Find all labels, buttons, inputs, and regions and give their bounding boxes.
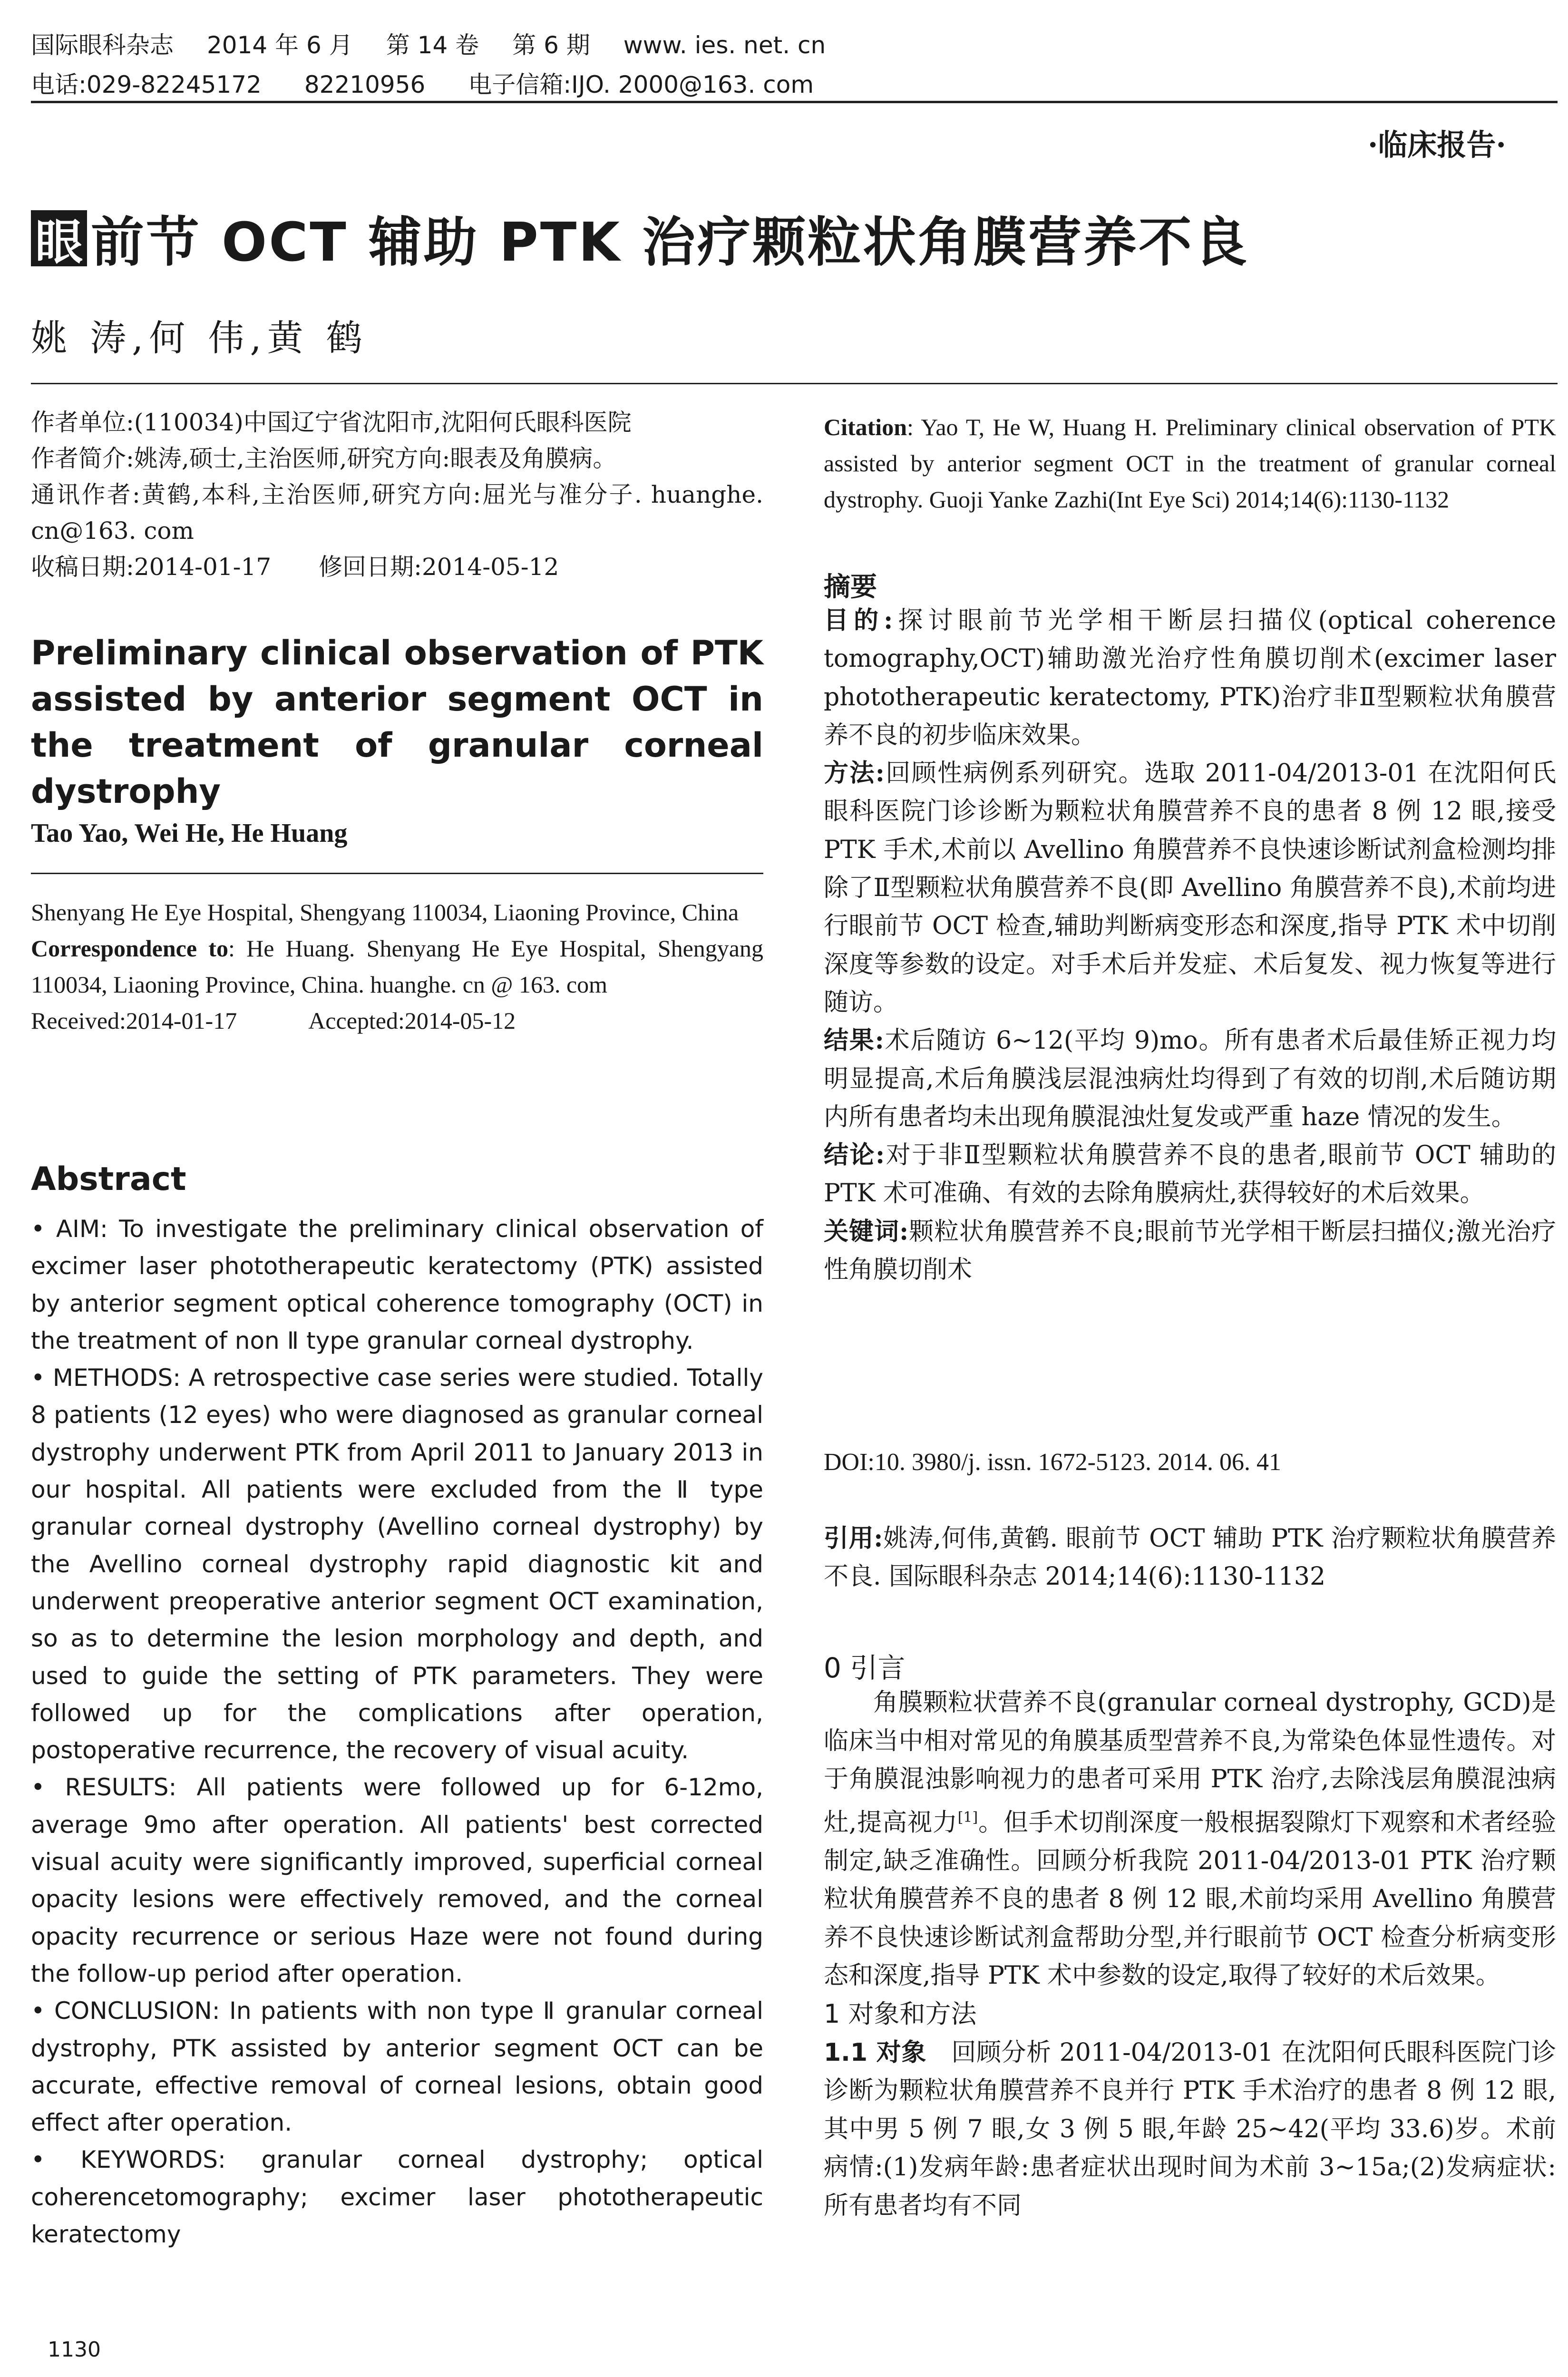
author-info-block: [31, 404, 763, 585]
intro-heading: 0 引言: [824, 1652, 906, 1684]
intro-body: [824, 1684, 1556, 2225]
volume: 第 14 卷: [386, 31, 479, 59]
website: www. ies. net. cn: [623, 31, 826, 59]
abstract-results: • RESULTS: All patients were followed up for 6-12mo, average 9mo after operation. All patients' best corrected visual acuity were significantly improved, superficial corneal opacity lesions were effectively removed, and the corneal opacity recurrence or serious Haze were not found during the follow-up period after operation.: [31, 1773, 763, 1987]
zy-results-text: 术后随访 6~12(平均 9)mo。所有患者术后最佳矫正视力均明显提高,术后角膜浅层混浊病灶均得到了有效的切削,术后随访期内所有患者均未出现角膜混浊灶复发或严重 haze 情况的发生。: [824, 1026, 1557, 1131]
zy-methods-label: 方法:: [824, 759, 885, 788]
chinese-citation-block: [824, 1520, 1556, 1596]
title-initial-mark: 眼: [31, 210, 87, 266]
abstract-body: [31, 1210, 763, 2253]
received-dates-cn: 收稿日期:2014-01-17 修回日期:2014-05-12: [31, 553, 559, 581]
received-accepted: Received:2014-01-17 Accepted:2014-05-12: [31, 1007, 516, 1034]
reference-marker: [1]: [957, 1809, 978, 1826]
title-text: 前节 OCT 辅助 PTK 治疗颗粒状角膜营养不良: [91, 212, 1249, 273]
issue: 第 6 期: [512, 31, 590, 59]
abstract-keywords: • KEYWORDS: granular corneal dystrophy; optical coherencetomography; excimer laser phototherapeutic keratectomy: [31, 2146, 763, 2249]
phone: 电话:029-82245172: [31, 71, 262, 98]
citation-text: : Yao T, He W, Huang H. Preliminary clinical observation of PTK assisted by anterior segment OCT in the treatment of granular corneal dystrophy. Guoji Yanke Zazhi(Int Eye Sci) 2014;14(6):1130-1132: [824, 414, 1556, 513]
chinese-abstract-heading: 摘要: [824, 571, 877, 603]
email: 电子信箱:IJO. 2000@163. com: [468, 71, 814, 98]
abstract-aim: • AIM: To investigate the preliminary clinical observation of excimer laser phototherapeutic keratectomy (PTK) assisted by anterior segment optical coherence tomography (OCT) in the treatment of non Ⅱ type granular corneal dystrophy.: [31, 1215, 763, 1354]
zy-objective-text: 探讨眼前节光学相干断层扫描仪(optical coherence tomography,OCT)辅助激光治疗性角膜切削术(excimer laser phototherapeutic keratectomy, PTK)治疗非Ⅱ型颗粒状角膜营养不良的初步临床效果。: [824, 606, 1557, 750]
chinese-citation-text: 姚涛,何伟,黄鹤. 眼前节 OCT 辅助 PTK 治疗颗粒状角膜营养不良. 国际眼科杂志 2014;14(6):1130-1132: [824, 1524, 1557, 1591]
issue-date: 2014 年 6 月: [207, 31, 353, 59]
chinese-abstract-body: [824, 602, 1556, 1289]
corresponding-author-cn: 通讯作者:黄鹤,本科,主治医师,研究方向:屈光与准分子. huanghe. cn@163. com: [31, 481, 763, 545]
zy-keywords: [824, 1213, 1556, 1289]
correspondence: [31, 930, 763, 1003]
abstract-heading: Abstract: [31, 1160, 186, 1198]
phone2: 82210956: [304, 71, 426, 98]
subjects-paragraph: [824, 2034, 1556, 2225]
authors-chinese: 姚 涛,何 伟,黄 鹤: [31, 317, 368, 359]
citation-block: [824, 409, 1556, 517]
intro-paragraph: [824, 1684, 1556, 1995]
english-authors: Tao Yao, Wei He, He Huang: [31, 818, 348, 848]
zy-objective: [824, 602, 1556, 754]
intro-text-end: 。但手术切削深度一般根据裂隙灯下观察和术者经验制定,缺乏准确性。回顾分析我院 2011-04/2013-01 PTK 治疗颗粒状角膜营养不良的患者 8 例 12 眼,术前均采用 Avellino 角膜营养不良快速诊断试剂盒帮助分型,并行眼前节 OCT 检查分析病变形态和深度,指导 PTK 术中参数的设定,取得了较好的术后效果。: [824, 1808, 1556, 1990]
zy-results: [824, 1022, 1556, 1136]
authors-rule: [31, 383, 1558, 384]
journal-header-line2: [31, 66, 857, 100]
article-title: [31, 200, 1249, 276]
abstract-conclusion: • CONCLUSION: In patients with non type Ⅱ granular corneal dystrophy, PTK assisted by anterior segment OCT can be accurate, effective removal of corneal lesions, obtain good effect after operation.: [31, 1997, 763, 2137]
zy-conclusion: [824, 1136, 1556, 1213]
doi: DOI:10. 3980/j. issn. 1672-5123. 2014. 06. 41: [824, 1449, 1281, 1476]
zy-methods-text: 回顾性病例系列研究。选取 2011-04/2013-01 在沈阳何氏眼科医院门诊诊断为颗粒状角膜营养不良的患者 8 例 12 眼,接受 PTK 手术,术前以 Avellino 角膜营养不良快速诊断试剂盒检测均排除了Ⅱ型颗粒状角膜营养不良(即 Avellino 角膜营养不良),术前均进行眼前节 OCT 检查,辅助判断病变形态和深度,指导 PTK 术中切削深度等参数的设定。对手术后并发症、术后复发、视力恢复等进行随访。: [824, 759, 1556, 1017]
citation: [824, 409, 1556, 517]
intro-text: 角膜颗粒状营养不良(granular corneal dystrophy, GCD)是临床当中相对常见的角膜基质型营养不良,为常染色体显性遗传。对于角膜混浊影响视力的患者可采用 PTK 治疗,去除浅层角膜混浊病灶,提高视力: [824, 1688, 1556, 1837]
zy-objective-label: 目的:: [824, 606, 893, 635]
zy-results-label: 结果:: [824, 1026, 884, 1055]
journal-name: 国际眼科杂志: [31, 31, 174, 59]
author-bio-cn: 作者简介:姚涛,硕士,主治医师,研究方向:眼表及角膜病。: [31, 445, 617, 472]
english-title: Preliminary clinical observation of PTK assisted by anterior segment OCT in the treatment of granular corneal dystrophy: [31, 633, 763, 811]
zy-methods: [824, 754, 1556, 1022]
zy-keywords-label: 关键词:: [824, 1217, 909, 1246]
english-authors-rule: [31, 873, 763, 874]
section1-heading: 1 对象和方法: [824, 1999, 977, 2029]
journal-header-line1: [31, 26, 859, 60]
header-rule: [31, 101, 1558, 103]
correspondence-text: : He Huang. Shenyang He Eye Hospital, Shengyang 110034, Liaoning Province, China. huanghe. cn @ 163. com: [31, 935, 763, 998]
zy-conclusion-label: 结论:: [824, 1140, 885, 1170]
affiliation-block: [31, 894, 763, 1039]
author-affiliation-cn: 作者单位:(110034)中国辽宁省沈阳市,沈阳何氏眼科医院: [31, 409, 632, 436]
zy-keywords-text: 颗粒状角膜营养不良;眼前节光学相干断层扫描仪;激光治疗性角膜切削术: [824, 1217, 1556, 1285]
section-tag: ·临床报告·: [1367, 127, 1506, 162]
subjects-label: 1.1 对象: [824, 2038, 926, 2067]
chinese-citation-label: 引用:: [824, 1524, 883, 1553]
abstract-methods: • METHODS: A retrospective case series were studied. Totally 8 patients (12 eyes) who were diagnosed as granular corneal dystrophy underwent PTK from April 2011 to January 2013 in our hospital. All patients were excluded from the Ⅱ type granular corneal dystrophy (Avellino corneal dystrophy) by the Avellino corneal dystrophy rapid diagnostic kit and underwent preoperative anterior segment OCT examination, so as to determine the lesion morphology and depth, and used to guide the setting of PTK parameters. They were followed up for the complications after operation, postoperative recurrence, the recovery of visual acuity.: [31, 1364, 763, 1764]
subjects-text: 回顾分析 2011-04/2013-01 在沈阳何氏眼科医院门诊诊断为颗粒状角膜营养不良并行 PTK 手术治疗的患者 8 例 12 眼,其中男 5 例 7 眼,女 3 例 5 眼,年龄 25~42(平均 33.6)岁。术前病情:(1)发病年龄:患者症状出现时间为术前 3~15a;(2)发病症状:所有患者均有不同: [824, 2038, 1556, 2221]
chinese-citation: [824, 1520, 1556, 1596]
affiliation: Shenyang He Eye Hospital, Shengyang 110034, Liaoning Province, China: [31, 899, 739, 925]
correspondence-label: Correspondence to: [31, 935, 228, 962]
zy-conclusion-text: 对于非Ⅱ型颗粒状角膜营养不良的患者,眼前节 OCT 辅助的 PTK 术可准确、有效的去除角膜病灶,获得较好的术后效果。: [824, 1141, 1556, 1208]
page-number: 1130: [48, 2338, 101, 2362]
citation-label: Citation: [824, 414, 907, 440]
